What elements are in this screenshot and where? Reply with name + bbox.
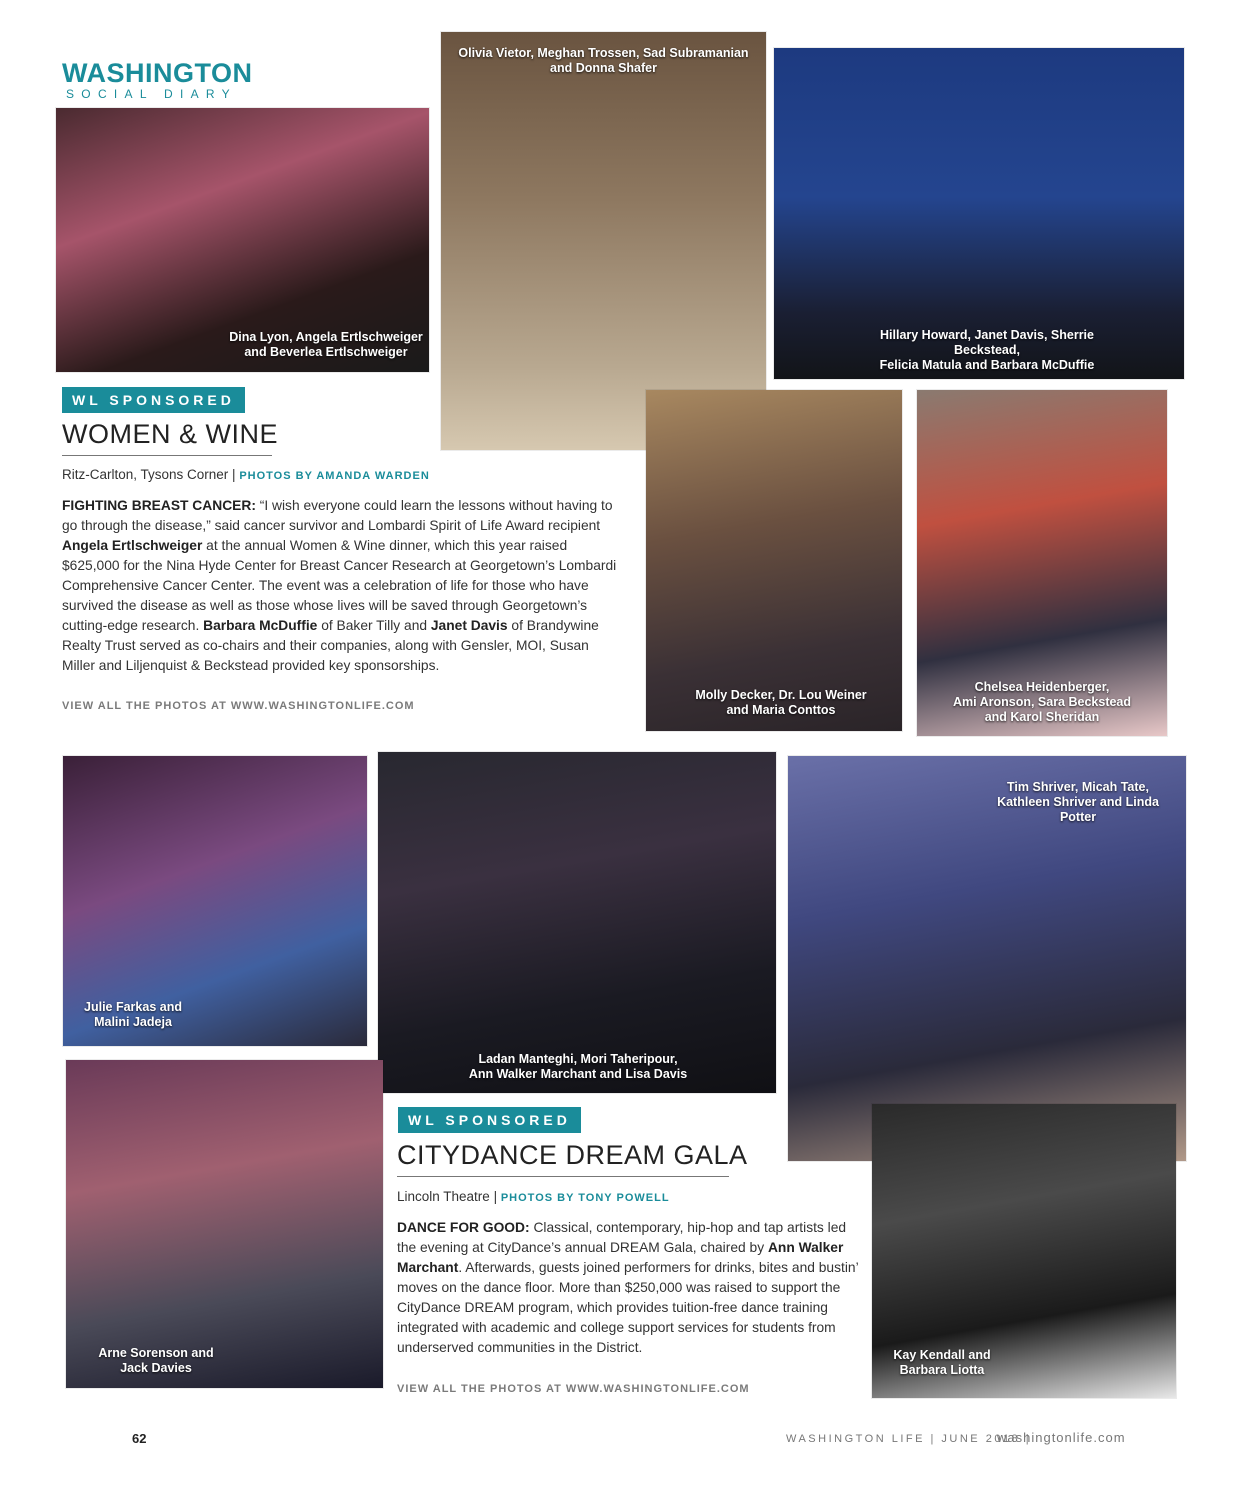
body-text: . Afterwards, guests joined performers for drinks, bites and bustin’ moves on the dance floor. More than $250,000 was raised to support the CityDance DREAM program, which provides tuition-free dance training integrated with academic and college support services for students from underserved communities in the District. — [397, 1260, 859, 1355]
bold-text: Angela Ertlschweiger — [62, 538, 203, 553]
section-title: WOMEN & WINE — [62, 419, 278, 449]
body-text: “I wish everyone could learn the lessons without having to go through the disease,” said cancer survivor and Lombardi Spirit of Life Award recipient — [62, 498, 613, 533]
bold-text: Janet Davis — [430, 618, 508, 633]
caption: Arne Sorenson and Jack Davies — [98, 1346, 214, 1375]
venue: Ritz-Carlton, Tysons Corner | — [62, 467, 236, 482]
caption: Julie Farkas and Malini Jadeja — [84, 1000, 182, 1029]
title-underline — [397, 1176, 729, 1177]
photo-ladan-manteghi-group — [378, 752, 776, 1093]
venue: Lincoln Theatre | — [397, 1189, 498, 1204]
caption: Olivia Vietor, Meghan Trossen, Sad Subramanian and Donna Shafer — [458, 46, 749, 75]
caption: Kay Kendall and Barbara Liotta — [893, 1348, 991, 1377]
body-text: Classical, contemporary, hip-hop and tap artists led the evening at CityDance’s annual DREAM Gala, chaired by — [397, 1220, 847, 1255]
photo-arne-sorenson-group — [66, 1060, 383, 1388]
photo-credit: PHOTOS BY TONY POWELL — [500, 1192, 670, 1204]
photo-molly-decker-group — [646, 390, 902, 731]
caption: Tim Shriver, Micah Tate, Kathleen Shriver and Linda Potter — [997, 780, 1159, 824]
masthead-subtitle: SOCIAL DIARY — [66, 87, 237, 101]
section-title: CITYDANCE DREAM GALA — [397, 1140, 748, 1170]
venue-line — [397, 1189, 670, 1204]
photo-dina-lyon-group — [56, 108, 429, 372]
article-body — [397, 1218, 863, 1358]
page-number: 62 — [132, 1431, 147, 1446]
view-all-link[interactable]: VIEW ALL THE PHOTOS AT WWW.WASHINGTONLIFE.COM — [397, 1383, 750, 1395]
photo-kay-kendall-group — [872, 1104, 1176, 1398]
photo-credit: PHOTOS BY AMANDA WARDEN — [239, 470, 430, 482]
photo-julie-farkas-group — [63, 756, 367, 1046]
caption: Dina Lyon, Angela Ertlschweiger and Beverlea Ertlschweiger — [229, 330, 423, 359]
caption: Chelsea Heidenberger, Ami Aronson, Sara Beckstead and Karol Sheridan — [952, 680, 1132, 724]
photo-hillary-howard-group — [774, 48, 1184, 379]
view-all-link[interactable]: VIEW ALL THE PHOTOS AT WWW.WASHINGTONLIFE.COM — [62, 700, 415, 712]
body-text: of Baker Tilly and — [317, 618, 431, 633]
bold-text: DANCE FOR GOOD: — [397, 1220, 530, 1235]
photo-olivia-vietor-group — [441, 32, 766, 450]
website[interactable]: washingtonlife.com — [997, 1430, 1126, 1445]
magazine-issue: WASHINGTON LIFE | JUNE 2018 | — [786, 1433, 1032, 1445]
body-text: of Brandywine Realty Trust served as co-chairs and their companies, along with Gensler, MOI, Susan Miller and Liljenquist & Beckstead provided key sponsorships. — [62, 618, 599, 673]
bold-text: Barbara McDuffie — [203, 618, 318, 633]
caption: Molly Decker, Dr. Lou Weiner and Maria Conttos — [695, 688, 867, 717]
masthead-title: WASHINGTON — [62, 58, 253, 88]
sponsored-badge: WL SPONSORED — [62, 387, 245, 413]
photo-tim-shriver-group — [788, 756, 1186, 1161]
article-body — [62, 496, 622, 676]
title-underline — [62, 455, 272, 456]
caption: Ladan Manteghi, Mori Taheripour, Ann Walker Marchant and Lisa Davis — [468, 1052, 688, 1081]
bold-text: Ann Walker Marchant — [397, 1240, 844, 1275]
body-text: at the annual Women & Wine dinner, which this year raised $625,000 for the Nina Hyde Center for Breast Cancer Research at Georgetown’s Lombardi Comprehensive Cancer Center. The event was a celebration of life for those who have survived the disease as well as those whose lives will be saved through Georgetown’s cutting-edge research. — [62, 538, 617, 633]
photo-chelsea-heidenberger-group — [917, 390, 1167, 736]
caption: Hillary Howard, Janet Davis, Sherrie Beckstead, Felicia Matula and Barbara McDuffie — [879, 328, 1095, 372]
sponsored-badge: WL SPONSORED — [398, 1107, 581, 1133]
bold-text: FIGHTING BREAST CANCER: — [62, 498, 256, 513]
venue-line — [62, 467, 430, 482]
